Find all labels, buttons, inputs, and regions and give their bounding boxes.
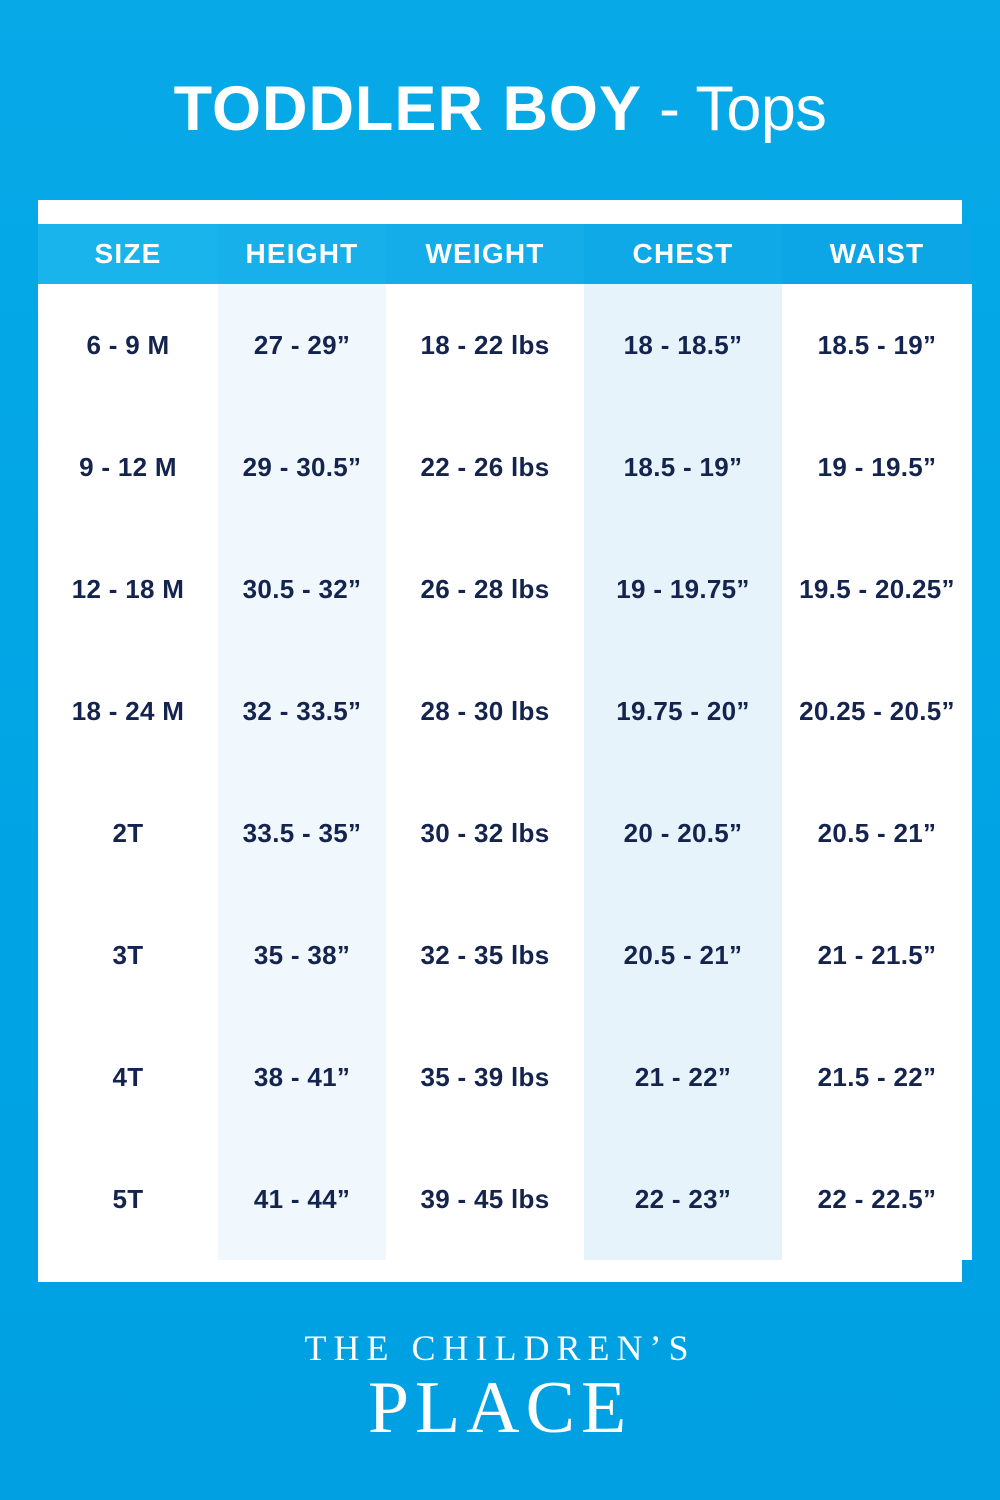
- cell-weight: 26 - 28 lbs: [386, 528, 584, 650]
- size-table-body: [38, 284, 972, 1260]
- page-title-product: Tops: [695, 74, 827, 144]
- cell-weight: 28 - 30 lbs: [386, 650, 584, 772]
- cell-chest: 22 - 23”: [584, 1138, 782, 1260]
- cell-size: 9 - 12 M: [38, 406, 218, 528]
- cell-chest: 20.5 - 21”: [584, 894, 782, 1016]
- column-header-size: SIZE: [38, 224, 218, 284]
- cell-waist: 20.25 - 20.5”: [782, 650, 972, 772]
- cell-height: 29 - 30.5”: [218, 406, 386, 528]
- cell-height: 33.5 - 35”: [218, 772, 386, 894]
- cell-size: 12 - 18 M: [38, 528, 218, 650]
- size-table-header: [38, 224, 972, 284]
- cell-waist: 19 - 19.5”: [782, 406, 972, 528]
- table-row: [38, 772, 972, 894]
- cell-height: 30.5 - 32”: [218, 528, 386, 650]
- column-header-waist: WAIST: [782, 224, 972, 284]
- cell-height: 41 - 44”: [218, 1138, 386, 1260]
- cell-weight: 32 - 35 lbs: [386, 894, 584, 1016]
- cell-chest: 19 - 19.75”: [584, 528, 782, 650]
- cell-waist: 21 - 21.5”: [782, 894, 972, 1016]
- table-row: [38, 406, 972, 528]
- size-table-container: [38, 200, 962, 1282]
- table-top-strip: [38, 200, 962, 224]
- cell-waist: 19.5 - 20.25”: [782, 528, 972, 650]
- cell-height: 27 - 29”: [218, 284, 386, 406]
- cell-weight: 22 - 26 lbs: [386, 406, 584, 528]
- cell-weight: 35 - 39 lbs: [386, 1016, 584, 1138]
- cell-chest: 21 - 22”: [584, 1016, 782, 1138]
- cell-height: 35 - 38”: [218, 894, 386, 1016]
- brand-logo-line2: PLACE: [367, 1367, 633, 1450]
- cell-weight: 39 - 45 lbs: [386, 1138, 584, 1260]
- cell-waist: 18.5 - 19”: [782, 284, 972, 406]
- cell-size: 5T: [38, 1138, 218, 1260]
- cell-chest: 20 - 20.5”: [584, 772, 782, 894]
- cell-size: 3T: [38, 894, 218, 1016]
- cell-chest: 18 - 18.5”: [584, 284, 782, 406]
- cell-waist: 22 - 22.5”: [782, 1138, 972, 1260]
- table-row: [38, 650, 972, 772]
- size-table: [38, 224, 972, 1260]
- table-row: [38, 894, 972, 1016]
- cell-size: 18 - 24 M: [38, 650, 218, 772]
- table-row: [38, 1138, 972, 1260]
- cell-weight: 30 - 32 lbs: [386, 772, 584, 894]
- cell-waist: 20.5 - 21”: [782, 772, 972, 894]
- cell-chest: 18.5 - 19”: [584, 406, 782, 528]
- column-header-weight: WEIGHT: [386, 224, 584, 284]
- cell-waist: 21.5 - 22”: [782, 1016, 972, 1138]
- cell-height: 38 - 41”: [218, 1016, 386, 1138]
- header-row: [38, 224, 972, 284]
- page-title-category: TODDLER BOY: [173, 74, 642, 144]
- table-row: [38, 284, 972, 406]
- cell-chest: 19.75 - 20”: [584, 650, 782, 772]
- brand-logo-line1: THE CHILDREN’S: [304, 1327, 696, 1368]
- column-header-chest: CHEST: [584, 224, 782, 284]
- page-title: [0, 0, 1000, 144]
- brand-logo: [0, 1329, 1000, 1448]
- table-row: [38, 528, 972, 650]
- cell-size: 2T: [38, 772, 218, 894]
- table-bottom-strip: [38, 1260, 962, 1282]
- page-title-separator: -: [641, 74, 696, 144]
- column-header-height: HEIGHT: [218, 224, 386, 284]
- cell-size: 6 - 9 M: [38, 284, 218, 406]
- cell-weight: 18 - 22 lbs: [386, 284, 584, 406]
- cell-height: 32 - 33.5”: [218, 650, 386, 772]
- table-row: [38, 1016, 972, 1138]
- cell-size: 4T: [38, 1016, 218, 1138]
